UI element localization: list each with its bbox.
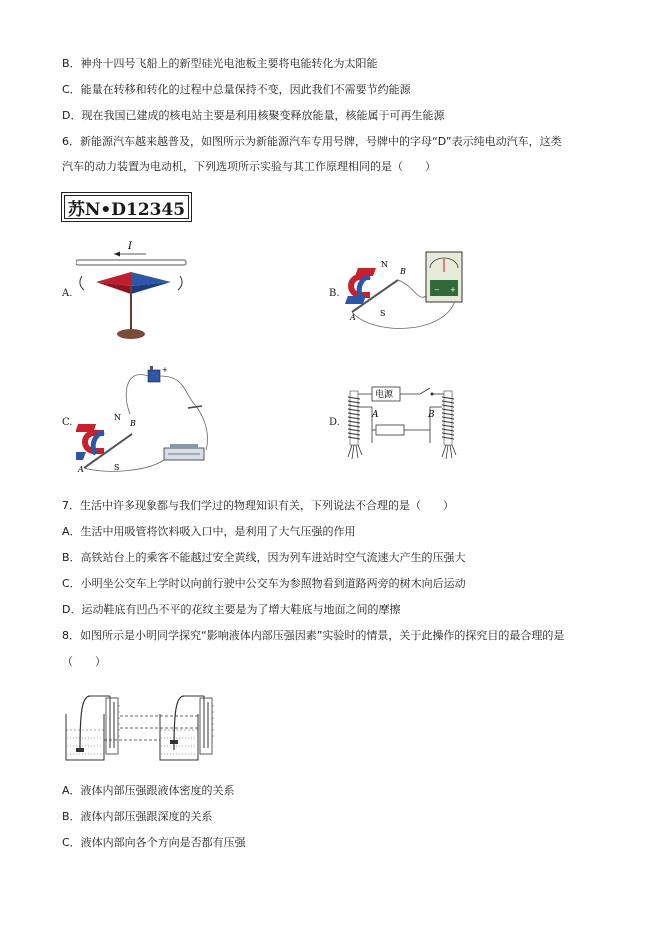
figure-b-generator	[344, 246, 464, 336]
q6-option-b-label: B.	[329, 288, 340, 299]
q6-stem-line1: 6．新能源汽车越来越普及，如图所示为新能源汽车专用号牌，号牌中的字母“D”表示纯电动汽车，这类	[62, 135, 562, 148]
figb-b-label: B	[400, 267, 406, 276]
figc-a-label: A	[78, 465, 84, 474]
figc-s-label: S	[114, 463, 120, 472]
q8-option-c: C．液体内部向各个方向是否都有压强	[62, 836, 246, 849]
q7-stem: 7．生活中许多现象都与我们学过的物理知识有关，下列说法不合理的是（ ）	[62, 499, 454, 512]
figb-a-label: A	[350, 313, 356, 322]
figc-n-label: N	[114, 413, 121, 422]
q5-option-c: C．能量在转移和转化的过程中总量保持不变，因此我们不需要节约能源	[62, 83, 411, 96]
figb-n-label: N	[381, 260, 388, 269]
q6-option-a-label: A.	[62, 288, 73, 299]
q6-option-d-label: D.	[329, 417, 340, 428]
figc-b-label: B	[130, 419, 136, 428]
q8-stem-line2: （ ）	[62, 655, 106, 668]
q8-option-b: B．液体内部压强跟深度的关系	[62, 810, 213, 823]
figure-c-motor	[76, 364, 216, 474]
figb-s-label: S	[380, 309, 386, 318]
q7-option-c: C．小明坐公交车上学时以向前行驶中公交车为参照物看到道路两旁的树木向后运动	[62, 577, 466, 590]
figure-pressure-gauge-experiment	[64, 692, 224, 764]
q7-option-b: B．高铁站台上的乘客不能越过安全黄线，因为列车进站时空气流速大产生的压强大	[62, 551, 466, 564]
svg-text:−: −	[434, 286, 440, 294]
q7-option-d: D．运动鞋底有凹凸不平的花纹主要是为了增大鞋底与地面之间的摩擦	[62, 603, 401, 616]
power-label: 电源	[375, 390, 394, 400]
figd-a-label: A	[372, 410, 379, 420]
q8-option-a: A．液体内部压强跟液体密度的关系	[62, 784, 235, 797]
q7-option-a: A．生活中用吸管将饮料吸入口中，是利用了大气压强的作用	[62, 525, 356, 538]
figure-d-electromagnet	[342, 383, 462, 465]
q8-stem-line1: 8．如图所示是小明同学探究“影响液体内部压强因素”实验时的情景，关于此操作的探究目的最合理的是	[62, 629, 565, 642]
current-label: I	[128, 241, 132, 252]
figure-a-oersted	[76, 238, 191, 346]
q6-stem-line2: 汽车的动力装置为电动机，下列选项所示实验与其工作原理相同的是（ ）	[62, 160, 436, 173]
svg-text:+: +	[162, 366, 168, 374]
license-plate-figure	[61, 192, 192, 222]
svg-text:+: +	[450, 286, 456, 294]
license-plate-text: 苏N•D12345	[67, 199, 186, 220]
q6-option-c-label: C.	[62, 417, 73, 428]
q5-option-d: D．现在我国已建成的核电站主要是利用核聚变释放能量，核能属于可再生能源	[62, 109, 445, 122]
figd-b-label: B	[428, 410, 435, 420]
q5-option-b: B．神舟十四号飞船上的新型硅光电池板主要将电能转化为太阳能	[62, 57, 378, 70]
